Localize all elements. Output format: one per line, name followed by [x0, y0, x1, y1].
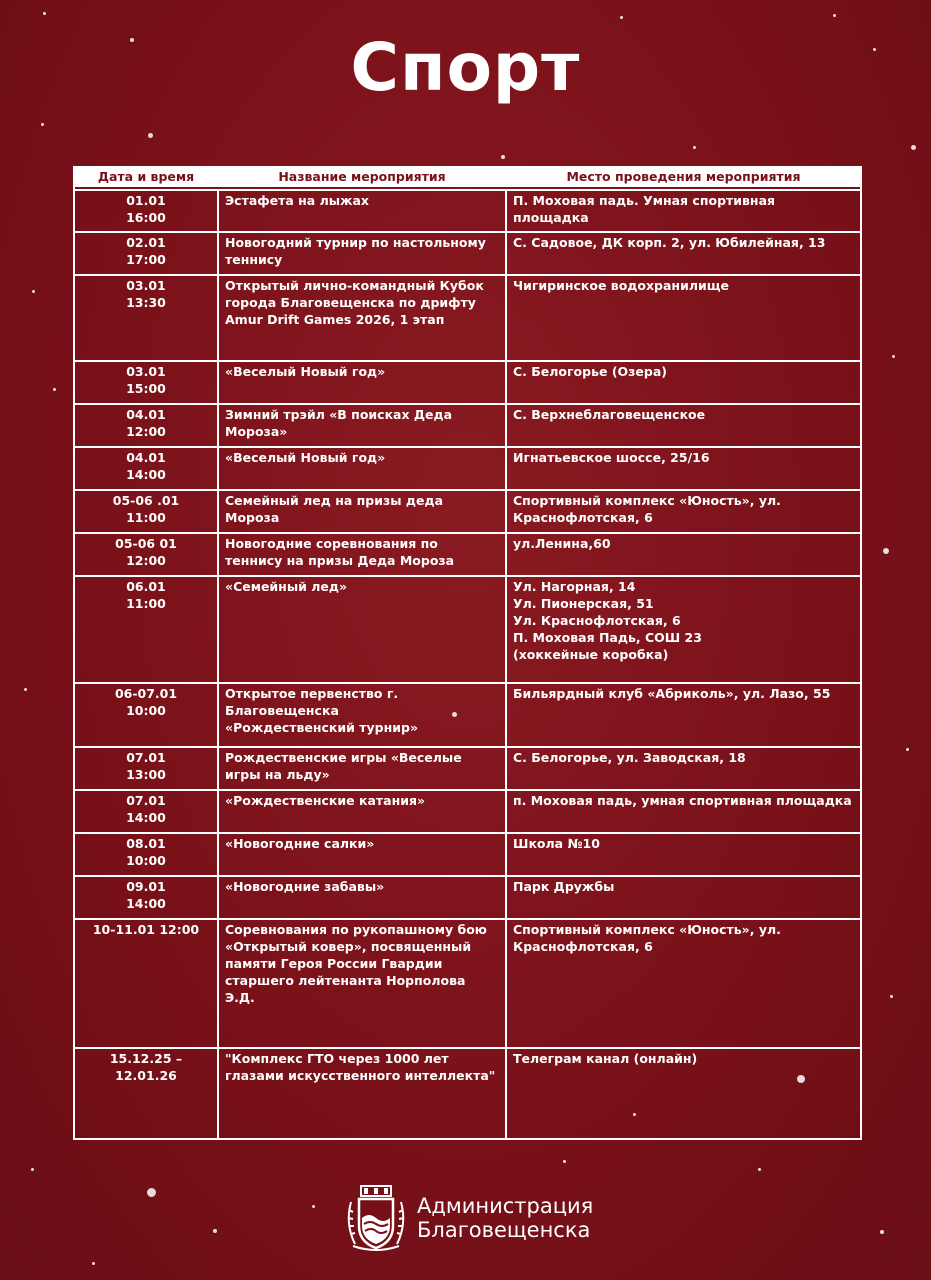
event-place: С. Садовое, ДК корп. 2, ул. Юбилейная, 13 [513, 235, 826, 250]
header-place: Место проведения мероприятия [506, 167, 861, 186]
event-place: Школа №10 [513, 836, 600, 851]
event-date: 05-06 .01 11:00 [112, 493, 180, 525]
event-date: 04.01 12:00 [126, 407, 166, 439]
event-date: 15.12.25 – 12.01.26 [109, 1051, 183, 1083]
event-name: Рождественские игры «Веселые игры на льду» [225, 750, 462, 782]
event-name: Новогодние соревнования по теннису на призы Деда Мороза [225, 536, 455, 568]
event-date: 07.01 14:00 [126, 793, 166, 825]
org-name-line2: Благовещенска [417, 1218, 591, 1242]
event-place: Чигиринское водохранилище [513, 278, 730, 293]
table-row [74, 876, 861, 919]
org-name-line1: Администрация [417, 1194, 594, 1218]
event-name: "Комплекс ГТО через 1000 лет глазами искусственного интеллекта" [225, 1051, 496, 1083]
event-name: «Рождественские катания» [225, 793, 426, 808]
event-place: С. Белогорье (Озера) [513, 364, 667, 379]
event-place: Спортивный комплекс «Юность», ул. Краснофлотская, 6 [513, 922, 781, 954]
event-name: Новогодний турнир по настольному теннису [225, 235, 486, 267]
event-name: «Новогодние забавы» [225, 879, 385, 894]
event-date: 05-06 01 12:00 [115, 536, 177, 568]
event-place: ул.Ленина,60 [513, 536, 611, 551]
table-row [74, 190, 861, 232]
table-row [74, 919, 861, 1048]
event-name: «Веселый Новый год» [225, 450, 386, 465]
event-place: С. Верхнеблаговещенское [513, 407, 706, 422]
event-name: «Новогодние салки» [225, 836, 375, 851]
event-place: Телеграм канал (онлайн) [513, 1051, 698, 1066]
event-place: С. Белогорье, ул. Заводская, 18 [513, 750, 746, 765]
table-row [74, 576, 861, 683]
event-date: 06-07.01 10:00 [114, 686, 178, 718]
table-row [74, 361, 861, 404]
table-row [74, 232, 861, 275]
event-name: Открытое первенство г. Благовещенска «Рождественский турнир» [225, 686, 419, 735]
event-date: 03.01 13:30 [126, 278, 166, 310]
event-place: Бильярдный клуб «Абриколь», ул. Лазо, 55 [513, 686, 831, 701]
event-name: Соревнования по рукопашному бою «Открытый ковер», посвященный памяти Героя России Гвардии старшего лейтенанта Норполова Э.Д. [225, 922, 487, 1005]
event-date: 09.01 14:00 [126, 879, 166, 911]
event-place: Парк Дружбы [513, 879, 615, 894]
event-name: Эстафета на лыжах [225, 193, 369, 208]
event-date: 03.01 15:00 [126, 364, 166, 396]
event-name: Открытый лично-командный Кубок города Благовещенска по дрифту Amur Drift Games 2026, 1 этап [225, 278, 484, 327]
table-row [74, 490, 861, 533]
event-name: «Семейный лед» [225, 579, 348, 594]
table-row [74, 683, 861, 747]
event-name: Зимний трэйл «В поисках Деда Мороза» [225, 407, 453, 439]
table-header-row [74, 167, 861, 186]
footer-logo [343, 1184, 593, 1252]
event-place: Игнатьевское шоссе, 25/16 [513, 450, 710, 465]
event-date: 01.01 16:00 [126, 193, 166, 225]
event-date: 02.01 17:00 [126, 235, 166, 267]
event-place: П. Моховая падь. Умная спортивная площадка [513, 193, 776, 225]
header-date: Дата и время [74, 167, 218, 186]
table-row [74, 404, 861, 447]
event-name: «Веселый Новый год» [225, 364, 386, 379]
event-name: Семейный лед на призы деда Мороза [225, 493, 444, 525]
events-table [73, 166, 862, 1140]
event-place: п. Моховая падь, умная спортивная площадка [513, 793, 852, 808]
event-date: 08.01 10:00 [126, 836, 166, 868]
table-row [74, 1048, 861, 1139]
table-row [74, 275, 861, 361]
table-row [74, 747, 861, 790]
event-place: Ул. Нагорная, 14 Ул. Пионерская, 51 Ул. Краснофлотская, 6 П. Моховая Падь, СОШ 23 (хоккейные коробка) [513, 579, 702, 662]
page-title: Спорт [350, 29, 581, 106]
event-date: 10-11.01 12:00 [92, 922, 200, 937]
event-place: Спортивный комплекс «Юность», ул. Краснофлотская, 6 [513, 493, 781, 525]
event-date: 06.01 11:00 [126, 579, 166, 611]
table-row [74, 790, 861, 833]
event-date: 07.01 13:00 [126, 750, 166, 782]
event-date: 04.01 14:00 [126, 450, 166, 482]
table-row [74, 447, 861, 490]
coat-of-arms-icon [343, 1184, 409, 1252]
header-name: Название мероприятия [218, 167, 506, 186]
table-row [74, 833, 861, 876]
table-row [74, 533, 861, 576]
